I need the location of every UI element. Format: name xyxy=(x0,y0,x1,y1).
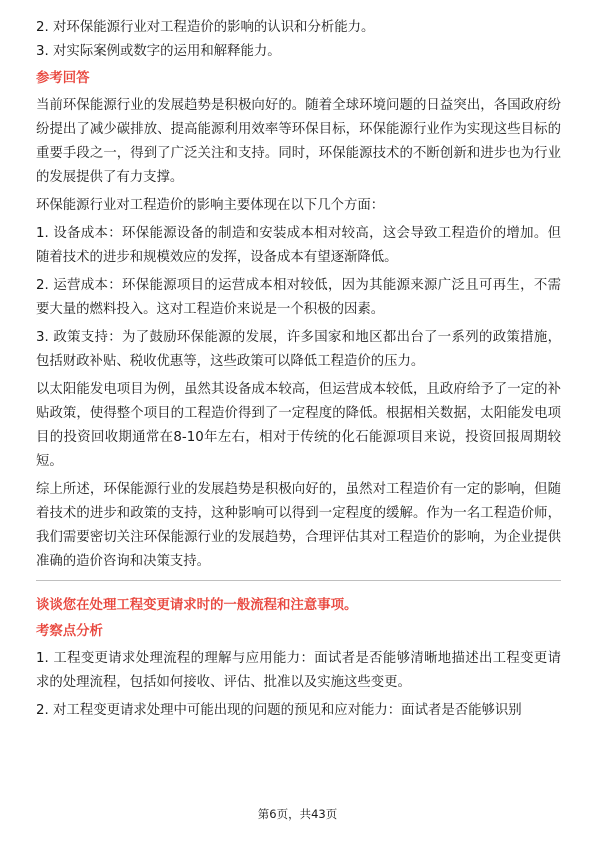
answer-point-operating-cost: 2. 运营成本：环保能源项目的运营成本相对较低，因为其能源来源广泛且可再生，不需要大量的燃料投入。这对工程造价来说是一个积极的因素。 xyxy=(36,278,561,317)
analysis-item-1: 1. 工程变更请求处理流程的理解与应用能力：面试者是否能够清晰地描述出工程变更请求的处理流程，包括如何接收、评估、批准以及实施这些变更。 xyxy=(36,651,561,690)
question-title: 谈谈您在处理工程变更请求时的一般流程和注意事项。 xyxy=(36,598,358,613)
answer-paragraph-solar-example: 以太阳能发电项目为例，虽然其设备成本较高，但运营成本较低，且政府给予了一定的补贴政策，使得整个项目的工程造价得到了一定程度的降低。根据相关数据，太阳能发电项目的投资回收期通常在8-10年左右，相对于传统的化石能源项目来说，投资回报周期较短。 xyxy=(36,382,561,469)
answer-paragraph-impact-lead: 环保能源行业对工程造价的影响主要体现在以下几个方面： xyxy=(36,198,385,213)
page-content xyxy=(36,16,561,727)
analysis-heading: 考察点分析 xyxy=(36,624,103,639)
answer-point-equipment-cost: 1. 设备成本：环保能源设备的制造和安装成本相对较高，这会导致工程造价的增加。但随着技术的进步和规模效应的发挥，设备成本有望逐渐降低。 xyxy=(36,226,561,265)
answer-heading: 参考回答 xyxy=(36,71,90,86)
answer-paragraph-conclusion: 综上所述，环保能源行业的发展趋势是积极向好的，虽然对工程造价有一定的影响，但随着技术的进步和政策的支持，这种影响可以得到一定程度的缓解。作为一名工程造价师，我们需要密切关注环保能源行业的发展趋势，合理评估其对工程造价的影响，为企业提供准确的造价咨询和决策支持。 xyxy=(36,482,561,569)
answer-point-policy-support: 3. 政策支持：为了鼓励环保能源的发展，许多国家和地区都出台了一系列的政策措施，包括财政补贴、税收优惠等，这些政策可以降低工程造价的压力。 xyxy=(36,330,561,369)
criteria-item-3: 3. 对实际案例或数字的运用和解释能力。 xyxy=(36,44,281,59)
analysis-item-2: 2. 对工程变更请求处理中可能出现的问题的预见和应对能力：面试者是否能够识别 xyxy=(36,703,522,718)
section-divider xyxy=(36,580,561,581)
answer-paragraph-intro: 当前环保能源行业的发展趋势是积极向好的。随着全球环境问题的日益突出，各国政府纷纷提出了减少碳排放、提高能源利用效率等环保目标，环保能源行业作为实现这些目标的重要手段之一，得到了广泛关注和支持。同时，环保能源技术的不断创新和进步也为行业的发展提供了有力支撑。 xyxy=(36,98,561,185)
page-footer: 第6页，共43页 xyxy=(257,807,338,821)
criteria-item-2: 2. 对环保能源行业对工程造价的影响的认识和分析能力。 xyxy=(36,20,375,35)
